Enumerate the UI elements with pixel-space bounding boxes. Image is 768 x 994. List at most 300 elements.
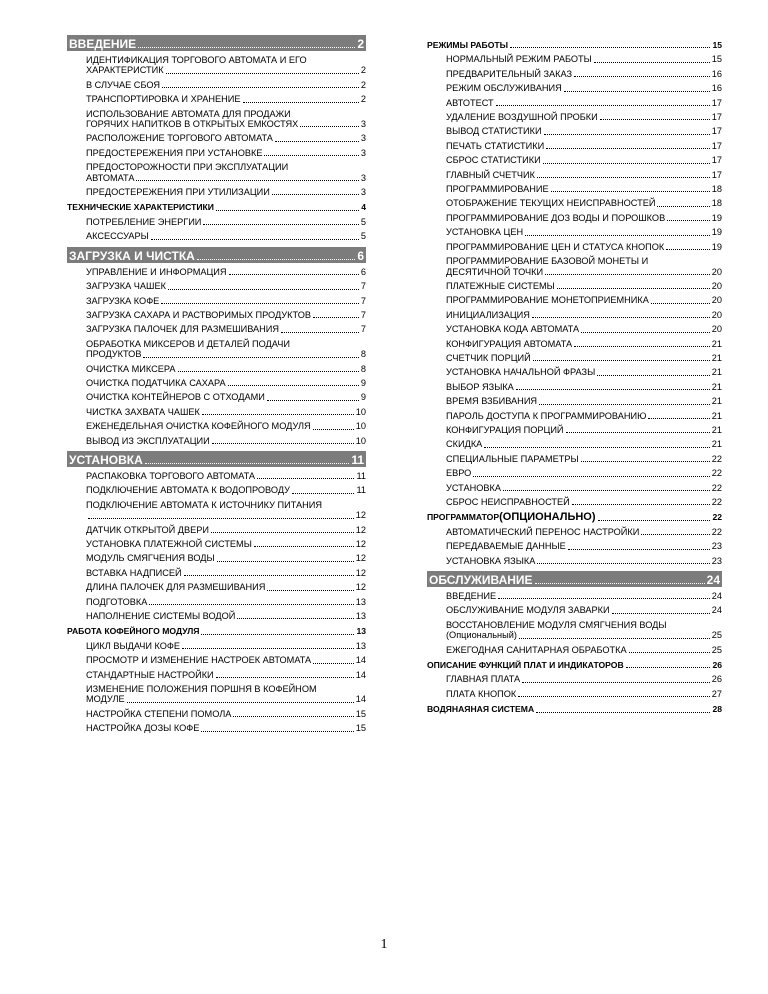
toc-page-number: 4 — [361, 202, 366, 213]
dot-leader — [519, 638, 710, 639]
toc-entry[interactable] — [67, 109, 366, 130]
dot-leader — [539, 404, 710, 405]
dot-leader — [564, 91, 710, 92]
toc-page-number: 18 — [711, 184, 722, 195]
toc-page-number: 2 — [357, 37, 364, 51]
toc-entry[interactable] — [427, 497, 722, 507]
toc-entry[interactable] — [427, 689, 722, 699]
toc-entry-title: КОНФИГУРАЦИЯ ПОРЦИЙ — [446, 424, 564, 435]
toc-page-number: 6 — [357, 248, 364, 263]
toc-entry[interactable] — [427, 281, 722, 291]
toc-entry[interactable] — [67, 670, 366, 680]
toc-entry-title: ВЫВОД СТАТИСТИКИ — [446, 126, 542, 137]
toc-right-column — [427, 35, 722, 715]
dot-leader — [243, 102, 359, 103]
toc-entry[interactable] — [427, 256, 722, 277]
toc-page-number: 17 — [711, 169, 722, 180]
toc-page-number: 27 — [711, 688, 722, 699]
toc-entry-title: НАПОЛНЕНИЕ СИСТЕМЫ ВОДОЙ — [86, 611, 236, 622]
toc-page-number: 10 — [355, 421, 366, 432]
toc-entry[interactable] — [67, 133, 366, 143]
dot-leader — [648, 418, 709, 419]
toc-page-number: 5 — [360, 231, 366, 242]
dot-leader — [594, 62, 710, 63]
toc-entry-title: В СЛУЧАЕ СБОЯ — [86, 79, 160, 90]
toc-entry-title: ЗАГРУЗКА И ЧИСТКА — [69, 248, 195, 263]
dot-leader — [138, 47, 355, 48]
dot-leader — [228, 385, 359, 386]
toc-entry[interactable] — [67, 611, 366, 621]
toc-page-number: 10 — [355, 435, 366, 446]
dot-leader — [184, 575, 354, 576]
toc-entry-title: ПРОСМОТР И ИЗМЕНЕНИЕ НАСТРОЕК АВТОМАТА — [86, 655, 312, 666]
toc-entry-title: ПРЕДОСТЕРЕЖЕНИЯ ПРИ УТИЛИЗАЦИИ — [86, 187, 270, 198]
toc-page-number: 6 — [360, 266, 366, 277]
toc-entry-title: ДЛИНА ПАЛОЧЕК ДЛЯ РАЗМЕШИВАНИЯ — [86, 582, 266, 593]
toc-page-number: 22 — [711, 468, 722, 479]
toc-entry-title: ПРОГРАММАТОР — [427, 512, 500, 523]
toc-page-number: 13 — [355, 611, 366, 622]
toc-entry-title: АВТОТЕСТ — [446, 97, 494, 108]
toc-entry-title: МОДУЛЬ СМЯГЧЕНИЯ ВОДЫ — [86, 553, 215, 564]
dot-leader — [525, 235, 710, 236]
toc-entry[interactable] — [427, 198, 722, 208]
toc-entry[interactable] — [427, 339, 722, 349]
toc-page-number: 17 — [711, 112, 722, 123]
toc-entry-title: ОПИСАНИЕ ФУНКЦИЙ ПЛАТ И ИНДИКАТОРОВ — [427, 660, 624, 671]
dot-leader — [598, 520, 711, 521]
toc-page-number: 14 — [355, 655, 366, 666]
dot-leader — [211, 532, 354, 533]
toc-entry[interactable] — [67, 94, 366, 104]
toc-page-number: 25 — [711, 630, 722, 641]
toc-page-number: 15 — [712, 40, 722, 50]
toc-page-number: 7 — [360, 295, 366, 306]
toc-entry[interactable] — [67, 310, 366, 320]
toc-entry[interactable] — [427, 126, 722, 136]
toc-entry[interactable] — [427, 54, 722, 64]
dot-leader — [272, 194, 359, 195]
toc-entry[interactable] — [427, 674, 722, 684]
toc-entry[interactable] — [427, 155, 722, 165]
toc-entry-title: ЦИКЛ ВЫДАЧИ КОФЕ — [86, 640, 181, 651]
toc-entry-title-cont: ДЕСЯТИЧНОЙ ТОЧКИ — [446, 266, 544, 277]
toc-page-number: 28 — [712, 704, 722, 715]
toc-page-number: 3 — [360, 187, 366, 198]
dot-leader — [166, 73, 359, 74]
dot-leader — [498, 598, 710, 599]
toc-entry-title: КОНФИГУРАЦИЯ АВТОМАТА — [446, 338, 573, 349]
toc-page-number: 21 — [711, 338, 722, 349]
toc-entry-title: УСТАНОВКА НАЧАЛЬНОЙ ФРАЗЫ — [446, 367, 596, 378]
toc-entry-title: ПРОГРАММИРОВАНИЕ ЦЕН И СТАТУСА КНОПОК — [446, 241, 665, 252]
dot-leader — [522, 682, 710, 683]
toc-entry[interactable] — [67, 55, 366, 76]
dot-leader — [233, 716, 353, 717]
toc-page-number: 20 — [711, 280, 722, 291]
toc-page-number: 21 — [711, 396, 722, 407]
dot-leader — [473, 476, 709, 477]
toc-entry[interactable] — [427, 170, 722, 180]
toc-entry[interactable] — [67, 553, 366, 563]
toc-chapter[interactable] — [427, 660, 722, 670]
dot-leader — [629, 652, 710, 653]
toc-entry-title-cont: (Опциональный) — [446, 630, 517, 641]
toc-page-number: 21 — [711, 352, 722, 363]
toc-page-number: 3 — [360, 147, 366, 158]
toc-entry[interactable] — [67, 324, 366, 334]
dot-leader — [551, 191, 710, 192]
toc-page-number: 5 — [360, 216, 366, 227]
toc-entry[interactable] — [67, 378, 366, 388]
toc-page-number: 11 — [356, 470, 366, 481]
toc-page-number: 20 — [711, 266, 722, 277]
dot-leader — [626, 667, 711, 668]
toc-page-number: 13 — [355, 640, 366, 651]
toc-page-number: 15 — [355, 723, 366, 734]
toc-entry[interactable] — [427, 141, 722, 151]
toc-page-number: 14 — [355, 694, 366, 705]
toc-page-number: 7 — [360, 324, 366, 335]
toc-entry-title: ОБСЛУЖИВАНИЕ МОДУЛЯ ЗАВАРКИ — [446, 605, 610, 616]
dot-leader — [532, 317, 710, 318]
toc-entry-line — [446, 630, 722, 640]
toc-entry[interactable] — [427, 324, 722, 334]
toc-entry-title: НОРМАЛЬНЫЙ РЕЖИМ РАБОТЫ — [446, 54, 592, 65]
dot-leader — [572, 504, 710, 505]
toc-entry[interactable] — [427, 425, 722, 435]
toc-entry[interactable] — [67, 187, 366, 197]
toc-entry[interactable] — [427, 367, 722, 377]
dot-leader — [136, 180, 358, 181]
toc-page-number: 12 — [355, 582, 366, 593]
toc-page-number: 21 — [711, 367, 722, 378]
toc-entry-title: УСТАНОВКА — [446, 482, 501, 493]
dot-leader — [201, 634, 354, 635]
dot-leader — [292, 493, 354, 494]
toc-entry-title: УСТАНОВКА ПЛАТЕЖНОЙ СИСТЕМЫ — [86, 539, 252, 549]
toc-entry[interactable] — [67, 709, 366, 719]
toc-entry-title: ЗАГРУЗКА ЧАШЕК — [86, 281, 166, 292]
toc-entry[interactable] — [67, 162, 366, 183]
toc-page-number: 19 — [711, 212, 722, 223]
toc-entry[interactable] — [67, 281, 366, 291]
toc-entry[interactable] — [427, 591, 722, 601]
toc-page-number: 8 — [360, 349, 366, 360]
toc-entry-title: ВОССТАНОВЛЕНИЕ МОДУЛЯ СМЯГЧЕНИЯ ВОДЫ — [446, 619, 667, 630]
toc-entry-title: ПОДКЛЮЧЕНИЕ АВТОМАТА К ВОДОПРОВОДУ — [86, 485, 290, 496]
toc-page-number: 24 — [711, 605, 722, 616]
toc-entry[interactable] — [427, 541, 722, 551]
dot-leader — [161, 303, 359, 304]
toc-entry[interactable] — [67, 267, 366, 277]
dot-leader — [127, 702, 354, 703]
toc-entry-title: ОТОБРАЖЕНИЕ ТЕКУЩИХ НЕИСПРАВНОСТЕЙ — [446, 198, 656, 209]
toc-section-header[interactable] — [67, 35, 366, 51]
toc-page-number: 21 — [711, 439, 722, 450]
dot-leader — [88, 518, 354, 519]
toc-page-number: 12 — [355, 524, 366, 535]
toc-entry[interactable] — [67, 525, 366, 535]
toc-entry-title: АКСЕССУАРЫ — [86, 231, 149, 242]
toc-entry[interactable] — [427, 411, 722, 421]
toc-entry-title: УСТАНОВКА ЯЗЫКА — [446, 555, 536, 566]
toc-entry-title: ВСТАВКА НАДПИСЕЙ — [86, 567, 182, 578]
toc-entry-title: РАБОТА КОФЕЙНОГО МОДУЛЯ — [67, 626, 200, 637]
toc-entry-title: ИЗМЕНЕНИЕ ПОЛОЖЕНИЯ ПОРШНЯ В КОФЕЙНОМ — [86, 684, 317, 695]
dot-leader — [657, 206, 709, 207]
toc-entry[interactable] — [427, 213, 722, 223]
toc-entry[interactable] — [67, 655, 366, 665]
dot-leader — [484, 447, 709, 448]
toc-page-number: 16 — [711, 68, 722, 79]
toc-entry-title: ЗАГРУЗКА КОФЕ — [86, 295, 160, 306]
toc-entry[interactable] — [67, 568, 366, 578]
dot-leader — [641, 534, 709, 535]
toc-entry[interactable] — [427, 396, 722, 406]
toc-entry-title-cont: ПРОДУКТОВ — [86, 349, 142, 360]
dot-leader — [612, 613, 710, 614]
toc-page-number: 9 — [360, 392, 366, 403]
toc-entry-title: СБРОС СТАТИСТИКИ — [446, 155, 541, 166]
dot-leader — [202, 414, 354, 415]
toc-entry-title: ЗАГРУЗКА ПАЛОЧЕК ДЛЯ РАЗМЕШИВАНИЯ — [86, 324, 280, 335]
toc-entry[interactable] — [67, 392, 366, 402]
dot-leader — [574, 346, 710, 347]
toc-page-number: 19 — [711, 241, 722, 252]
dot-leader — [651, 303, 710, 304]
toc-entry-title: ИНИЦИАЛИЗАЦИЯ — [446, 309, 530, 320]
dot-leader — [600, 119, 710, 120]
dot-leader — [544, 134, 710, 135]
dot-leader — [216, 210, 359, 211]
toc-entry[interactable] — [67, 436, 366, 446]
toc-entry-title: ГЛАВНЫЙ СЧЕТЧИК — [446, 169, 535, 180]
toc-page-number: 10 — [355, 406, 366, 417]
toc-entry-title: ОЧИСТКА КОНТЕЙНЕРОВ С ОТХОДАМИ — [86, 392, 265, 403]
dot-leader — [300, 126, 359, 127]
toc-entry-title: ПОДГОТОВКА — [86, 596, 148, 607]
toc-entry[interactable] — [427, 527, 722, 537]
toc-entry[interactable] — [427, 454, 722, 464]
toc-page-number: 21 — [711, 424, 722, 435]
toc-page-number: 17 — [711, 97, 722, 108]
dot-leader — [543, 163, 710, 164]
dot-leader — [313, 317, 359, 318]
toc-entry-title: УСТАНОВКА ЦЕН — [446, 227, 524, 238]
toc-entry[interactable] — [427, 69, 722, 79]
dot-leader — [535, 583, 705, 584]
toc-entry[interactable] — [427, 439, 722, 449]
toc-page-number: 3 — [360, 119, 366, 130]
toc-entry[interactable] — [427, 620, 722, 641]
toc-chapter[interactable] — [427, 512, 722, 522]
dot-leader — [574, 76, 710, 77]
toc-page-number: 19 — [711, 227, 722, 238]
toc-entry-title-note: (ОПЦИОНАЛЬНО) — [499, 511, 596, 524]
toc-entry[interactable] — [427, 98, 722, 108]
toc-entry-title-cont: АВТОМАТА — [86, 172, 135, 183]
toc-entry-title: ЕВРО — [446, 468, 472, 479]
toc-entry-title: ПЕЧАТЬ СТАТИСТИКИ — [446, 140, 545, 151]
toc-entry[interactable] — [67, 597, 366, 607]
dot-leader — [182, 648, 354, 649]
toc-page-number: 12 — [355, 567, 366, 578]
toc-left-column — [67, 35, 366, 734]
toc-entry[interactable] — [427, 295, 722, 305]
toc-entry-title: ЧИСТКА ЗАХВАТА ЧАШЕК — [86, 406, 200, 417]
toc-entry-title: ОЧИСТКА МИКСЕРА — [86, 363, 176, 374]
toc-page-number: 22 — [711, 526, 722, 537]
toc-entry-title: СТАНДАРТНЫЕ НАСТРОЙКИ — [86, 669, 214, 680]
toc-entry[interactable] — [67, 217, 366, 227]
dot-leader — [281, 332, 359, 333]
toc-page-number: 2 — [360, 94, 366, 105]
toc-entry-line — [86, 349, 366, 359]
toc-entry[interactable] — [427, 112, 722, 122]
toc-entry-title: ВВЕДЕНИЕ — [69, 37, 137, 51]
toc-entry-title: ПРЕДОСТЕРЕЖЕНИЯ ПРИ УСТАНОВКЕ — [86, 147, 263, 158]
toc-entry-title: РЕЖИМЫ РАБОТЫ — [427, 40, 509, 50]
toc-entry[interactable] — [427, 353, 722, 363]
toc-entry[interactable] — [427, 605, 722, 615]
toc-page-number: 17 — [711, 140, 722, 151]
toc-entry[interactable] — [67, 339, 366, 360]
toc-entry[interactable] — [67, 407, 366, 417]
toc-entry[interactable] — [427, 556, 722, 566]
toc-entry-title: УСТАНОВКА — [69, 452, 143, 467]
toc-entry-title: СЧЕТЧИК ПОРЦИЙ — [446, 352, 531, 363]
toc-entry[interactable] — [67, 148, 366, 158]
toc-entry[interactable] — [427, 83, 722, 93]
toc-entry-line — [86, 694, 366, 704]
dot-leader — [267, 590, 353, 591]
dot-leader — [566, 432, 710, 433]
toc-entry-title: ДАТЧИК ОТКРЫТОЙ ДВЕРИ — [86, 524, 209, 535]
toc-page-number: 15 — [355, 708, 366, 719]
toc-entry-title: ОБСЛУЖИВАНИЕ — [429, 573, 533, 588]
toc-entry[interactable] — [67, 80, 366, 90]
toc-page-number: 23 — [711, 555, 722, 566]
toc-entry-title: НАСТРОЙКА СТЕПЕНИ ПОМОЛА — [86, 708, 232, 719]
toc-entry[interactable] — [67, 421, 366, 431]
toc-entry-title: ИСПОЛЬЗОВАНИЕ АВТОМАТА ДЛЯ ПРОДАЖИ — [86, 108, 291, 119]
toc-entry-title: ЗАГРУЗКА САХАРА И РАСТВОРИМЫХ ПРОДУКТОВ — [86, 309, 311, 320]
dot-leader — [510, 47, 710, 48]
toc-entry-title: ПРЕДОСТОРОЖНОСТИ ПРИ ЭКСПЛУАТАЦИИ — [86, 162, 289, 173]
toc-entry-title: ПАРОЛЬ ДОСТУПА К ПРОГРАММИРОВАНИЮ — [446, 410, 647, 421]
toc-entry-title: ПЛАТА КНОПОК — [446, 688, 517, 699]
toc-section-header[interactable] — [67, 451, 366, 467]
toc-page-number: 20 — [711, 324, 722, 335]
dot-leader — [546, 148, 710, 149]
dot-leader — [516, 389, 710, 390]
toc-entry[interactable] — [67, 684, 366, 705]
toc-entry-title: ОЧИСТКА ПОДАТЧИКА САХАРА — [86, 377, 226, 388]
toc-page-number: 12 — [355, 510, 366, 521]
toc-entry-title: СПЕЦИАЛЬНЫЕ ПАРАМЕТРЫ — [446, 453, 579, 464]
toc-entry-title: ТРАНСПОРТИРОВКА И ХРАНЕНИЕ — [86, 94, 241, 105]
toc-page-number: 16 — [711, 83, 722, 94]
toc-entry[interactable] — [67, 582, 366, 592]
toc-entry[interactable] — [427, 184, 722, 194]
toc-page-number: 24 — [711, 591, 722, 602]
dot-leader — [145, 463, 350, 464]
toc-entry-title: ПЕРЕДАВАЕМЫЕ ДАННЫЕ — [446, 541, 566, 552]
toc-chapter[interactable] — [67, 626, 366, 636]
toc-entry[interactable] — [427, 483, 722, 493]
toc-section-header[interactable] — [67, 247, 366, 263]
toc-page-number: 17 — [711, 155, 722, 166]
dot-leader — [533, 360, 710, 361]
toc-page-number: 22 — [711, 497, 722, 507]
toc-entry[interactable] — [427, 468, 722, 478]
toc-entry[interactable] — [67, 231, 366, 241]
toc-page-number: 15 — [711, 54, 722, 65]
toc-entry-line — [86, 119, 366, 129]
toc-entry[interactable] — [67, 539, 366, 549]
toc-chapter[interactable] — [67, 202, 366, 212]
toc-page-number: 26 — [711, 674, 722, 685]
toc-entry-title: ТЕХНИЧЕСКИЕ ХАРАКТЕРИСТИКИ — [67, 202, 214, 213]
toc-entry-title: ЕЖЕНЕДЕЛЬНАЯ ОЧИСТКА КОФЕЙНОГО МОДУЛЯ — [86, 421, 311, 432]
toc-page-number: 25 — [711, 644, 722, 655]
toc-page-number: 23 — [711, 541, 722, 552]
toc-entry[interactable] — [67, 641, 366, 651]
toc-entry[interactable] — [427, 310, 722, 320]
toc-entry[interactable] — [67, 723, 366, 733]
dot-leader — [545, 274, 710, 275]
dot-leader — [267, 400, 359, 401]
toc-page-number: 18 — [711, 198, 722, 209]
toc-section-header[interactable] — [427, 571, 722, 587]
toc-page-number: 11 — [351, 452, 364, 467]
toc-entry-title: АВТОМАТИЧЕСКИЙ ПЕРЕНОС НАСТРОЙКИ — [446, 526, 640, 537]
toc-page-number: 12 — [355, 553, 366, 564]
toc-entry[interactable] — [427, 382, 722, 392]
toc-entry[interactable] — [427, 645, 722, 655]
dot-leader — [313, 429, 354, 430]
dot-leader — [557, 288, 710, 289]
toc-page-number: 11 — [356, 485, 366, 496]
toc-entry[interactable] — [67, 364, 366, 374]
toc-chapter[interactable] — [427, 704, 722, 714]
toc-entry[interactable] — [427, 227, 722, 237]
toc-entry[interactable] — [427, 242, 722, 252]
dot-leader — [143, 357, 358, 358]
toc-chapter[interactable] — [427, 40, 722, 50]
toc-entry-title: УСТАНОВКА КОДА АВТОМАТА — [446, 324, 580, 335]
toc-entry-title: РАСПАКОВКА ТОРГОВОГО АВТОМАТА — [86, 470, 256, 481]
toc-entry-title: ЕЖЕГОДНАЯ САНИТАРНАЯ ОБРАБОТКА — [446, 644, 627, 655]
dot-leader — [503, 490, 710, 491]
toc-entry-title: УДАЛЕНИЕ ВОЗДУШНОЙ ПРОБКИ — [446, 112, 598, 123]
toc-page-number: 13 — [355, 596, 366, 607]
dot-leader — [597, 375, 710, 376]
dot-leader — [537, 563, 709, 564]
toc-page-number: 21 — [711, 381, 722, 392]
toc-entry-title: ВРЕМЯ ВЗБИВАНИЯ — [446, 396, 538, 407]
toc-entry[interactable] — [67, 500, 366, 521]
toc-page-number: 22 — [711, 453, 722, 464]
toc-entry-title-cont: МОДУЛЕ — [86, 694, 125, 705]
toc-entry[interactable] — [67, 471, 366, 481]
toc-entry-title: ВВЕДЕНИЕ — [446, 591, 497, 602]
dot-leader — [178, 371, 359, 372]
dot-leader — [237, 618, 353, 619]
toc-entry[interactable] — [67, 296, 366, 306]
toc-entry[interactable] — [67, 485, 366, 495]
